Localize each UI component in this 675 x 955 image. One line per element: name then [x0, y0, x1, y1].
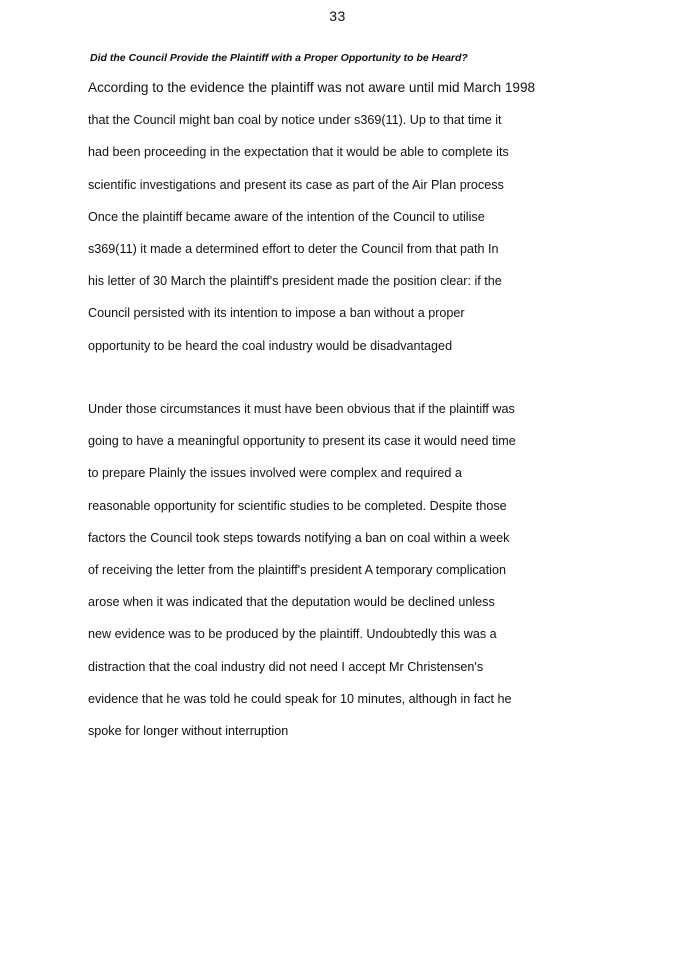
text-line: his letter of 30 March the plaintiff's president made the position clear: if the: [88, 274, 502, 289]
text-line: that the Council might ban coal by notice under s369(11). Up to that time it: [88, 113, 502, 128]
text-line: arose when it was indicated that the deputation would be declined unless: [88, 595, 495, 610]
text-line: new evidence was to be produced by the plaintiff. Undoubtedly this was a: [88, 627, 497, 642]
section-heading: Did the Council Provide the Plaintiff with a Proper Opportunity to be Heard?: [90, 52, 468, 64]
text-line: s369(11) it made a determined effort to deter the Council from that path In: [88, 241, 499, 256]
text-line: evidence that he was told he could speak for 10 minutes, although in fact he: [88, 691, 512, 706]
text-line: Once the plaintiff became aware of the intention of the Council to utilise: [88, 209, 485, 224]
page-number: 33: [329, 8, 346, 24]
text-line: going to have a meaningful opportunity to present its case it would need time: [88, 434, 516, 449]
text-line: reasonable opportunity for scientific studies to be completed. Despite those: [88, 498, 507, 513]
text-line: Under those circumstances it must have been obvious that if the plaintiff was: [88, 402, 515, 416]
text-line: Council persisted with its intention to impose a ban without a proper: [88, 306, 465, 321]
paragraph: [88, 393, 516, 747]
text-line: had been proceeding in the expectation that it would be able to complete its: [88, 145, 509, 160]
text-line: distraction that the coal industry did not need I accept Mr Christensen's: [88, 659, 484, 674]
text-line: According to the evidence the plaintiff was not aware until mid March 1998: [88, 80, 536, 95]
paragraph: [88, 72, 535, 362]
text-line: to prepare Plainly the issues involved were complex and required a: [88, 466, 462, 481]
text-line: of receiving the letter from the plaintiff's president A temporary complication: [88, 562, 506, 577]
text-line: spoke for longer without interruption: [88, 723, 289, 738]
text-line: scientific investigations and present its case as part of the Air Plan process: [88, 177, 504, 192]
text-line: opportunity to be heard the coal industry would be disadvantaged: [88, 338, 453, 353]
text-line: factors the Council took steps towards notifying a ban on coal within a week: [88, 530, 510, 545]
